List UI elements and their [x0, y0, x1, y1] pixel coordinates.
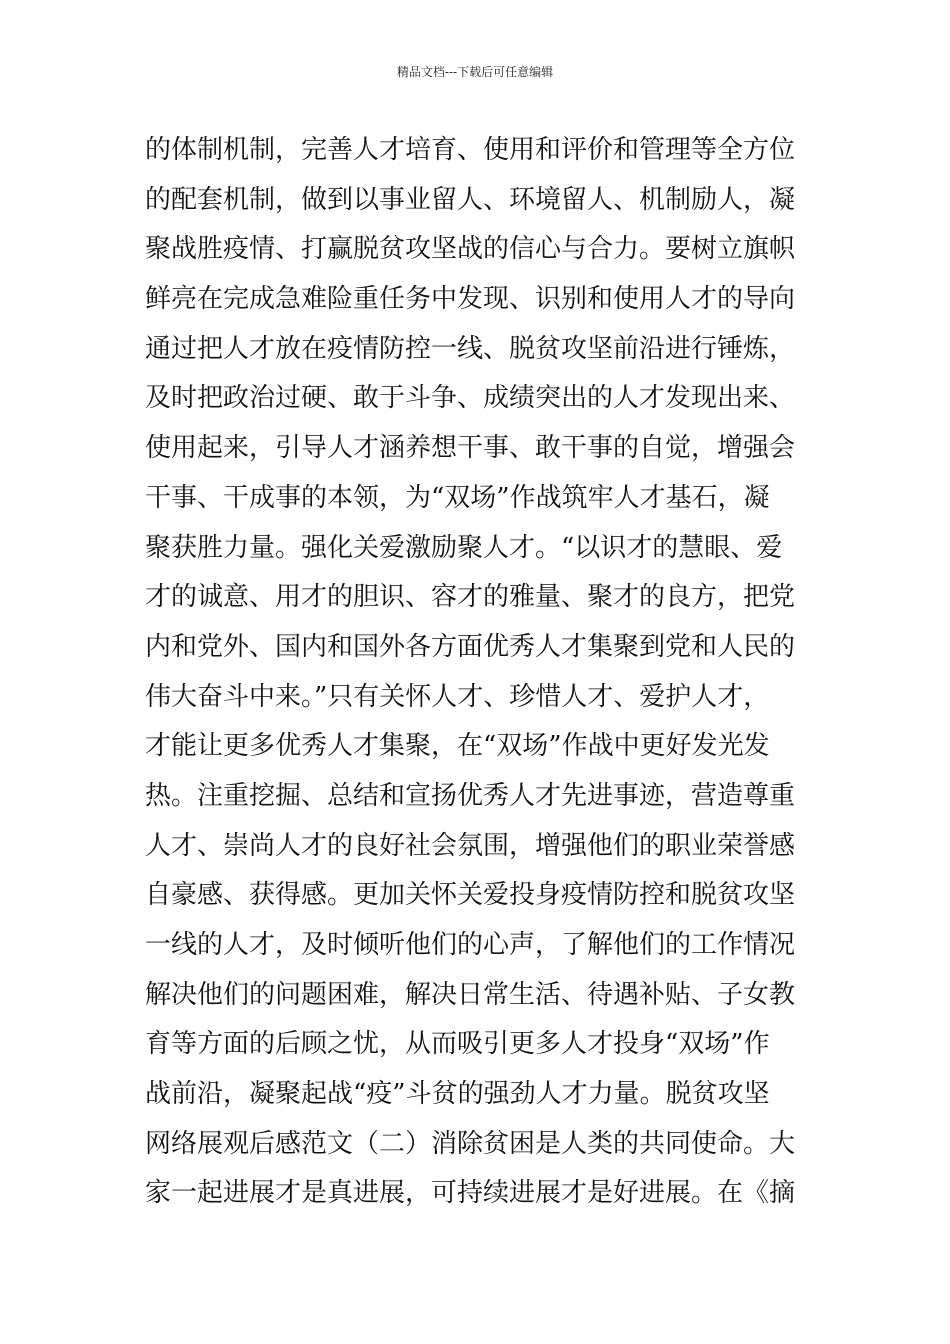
- text-line: 才能让更多优秀人才集聚，在“双场”作战中更好发光发: [145, 731, 770, 762]
- text-line: 一线的人才，及时倾听他们的心声，了解他们的工作情况: [145, 930, 796, 960]
- text-line: 伟大奋斗中来。”只有关怀人才、珍惜人才、爱护人才，: [145, 681, 770, 712]
- text-line: 聚战胜疫情、打赢脱贫攻坚战的信心与合力。要树立旗帜: [145, 234, 796, 265]
- text-line: 的配套机制，做到以事业留人、环境留人、机制励人，凝: [145, 184, 796, 215]
- text-line: 人才、崇尚人才的良好社会氛围，增强他们的职业荣誉感: [145, 830, 796, 861]
- text-line: 及时把政治过硬、敢于斗争、成绩突出的人才发现出来、: [145, 383, 796, 414]
- text-line: 解决他们的问题困难，解决日常生活、待遇补贴、子女教: [145, 979, 796, 1010]
- text-line: 的体制机制，完善人才培育、使用和评价和管理等全方位: [145, 135, 796, 165]
- text-line: 鲜亮在完成急难险重任务中发现、识别和使用人才的导向: [145, 284, 796, 315]
- text-line: 才的诚意、用才的胆识、容才的雅量、聚才的良方，把党: [145, 582, 796, 613]
- text-line: 使用起来，引导人才涵养想干事、敢干事的自觉，增强会: [145, 433, 796, 464]
- text-line: 热。注重挖掘、总结和宣扬优秀人才先进事迹，营造尊重: [145, 780, 796, 811]
- text-line: 网络展观后感范文（二）消除贫困是人类的共同使命。大: [145, 1128, 796, 1159]
- text-line: 聚获胜力量。强化关爱激励聚人才。“以识才的慧眼、爱: [145, 532, 783, 563]
- text-line: 战前沿，凝聚起战“疫”斗贫的强劲人才力量。脱贫攻坚: [145, 1079, 770, 1110]
- text-line: 自豪感、获得感。更加关怀关爱投身疫情防控和脱贫攻坚: [145, 880, 796, 911]
- text-line: 干事、干成事的本领，为“双场”作战筑牢人才基石，凝: [145, 482, 770, 513]
- text-line: 通过把人才放在疫情防控一线、脱贫攻坚前沿进行锤炼，: [145, 333, 796, 364]
- text-line: 家一起进展才是真进展，可持续进展才是好进展。在《摘: [145, 1178, 796, 1209]
- text-line: 内和党外、国内和国外各方面优秀人才集聚到党和人民的: [145, 631, 796, 662]
- text-line: 育等方面的后顾之忧，从而吸引更多人才投身“双场”作: [145, 1029, 770, 1060]
- body-text: [145, 126, 810, 1219]
- page-header: 精品文档---下载后可任意编辑: [396, 65, 554, 79]
